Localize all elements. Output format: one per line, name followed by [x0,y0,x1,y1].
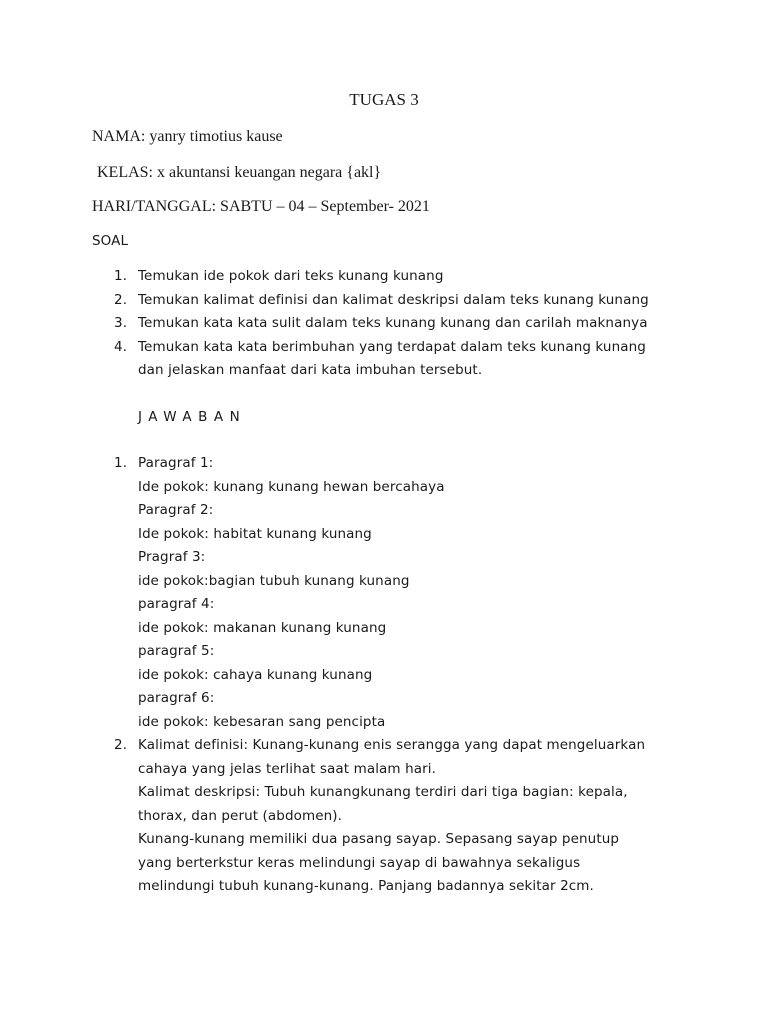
answer-line: paragraf 6: [138,690,215,706]
list-item-number: 2. [114,291,128,308]
answer-line: cahaya yang jelas terlihat saat malam hari. [138,760,436,777]
list-item-number: 1. [114,268,128,284]
list-item-number: 3. [114,315,128,331]
answer-line: Pragraf 3: [138,549,206,565]
answer-line: Ide pokok: habitat kunang kunang [138,525,372,542]
question-text: Temukan kata kata sulit dalam teks kunang kunang dan carilah maknanya [138,315,648,331]
answer-line: ide pokok: makanan kunang kunang [138,619,387,636]
list-item-number: 2. [114,737,128,753]
answer-line: melindungi tubuh kunang-kunang. Panjang badannya sekitar 2cm. [138,878,594,894]
answer-line: yang berterkstur keras melindungi sayap di bawahnya sekaligus [138,854,581,871]
answer-line: paragraf 5: [138,643,215,659]
answer-line: Kunang-kunang memiliki dua pasang sayap. Sepasang sayap penutup [138,831,620,847]
answer-line: thorax, dan perut (abdomen). [138,807,343,824]
question-text: dan jelaskan manfaat dari kata imbuhan tersebut. [138,362,483,378]
answer-line: Ide pokok: kunang kunang hewan bercahaya [138,478,445,495]
assignment-date: HARI/TANGGAL: SABTU – 04 – September- 2021 [92,198,430,215]
answer-line: ide pokok: kebesaran sang pencipta [138,713,386,730]
question-text: Temukan kata kata berimbuhan yang terdapat dalam teks kunang kunang [138,338,646,355]
answer-line: Kalimat definisi: Kunang-kunang enis serangga yang dapat mengeluarkan [138,737,646,753]
answer-line: Paragraf 2: [138,502,214,518]
answer-line: paragraf 4: [138,596,215,612]
student-class: KELAS: x akuntansi keuangan negara {akl} [97,164,382,181]
question-text: Temukan kalimat definisi dan kalimat deskripsi dalam teks kunang kunang [138,291,649,308]
list-item-number: 4. [114,338,128,355]
answer-line: ide pokok: cahaya kunang kunang [138,666,373,683]
answer-line: Paragraf 1: [138,455,214,471]
answer-line: ide pokok:bagian tubuh kunang kunang [138,572,410,589]
question-text: Temukan ide pokok dari teks kunang kunang [138,268,444,284]
answer-line: Kalimat deskripsi: Tubuh kunangkunang terdiri dari tiga bagian: kepala, [138,784,628,800]
jawaban-heading: JAWABAN [138,409,247,425]
list-item-number: 1. [114,455,128,471]
soal-heading: SOAL [92,233,129,249]
page-title: TUGAS 3 [349,90,419,109]
student-name: NAMA: yanry timotius kause [92,128,283,145]
